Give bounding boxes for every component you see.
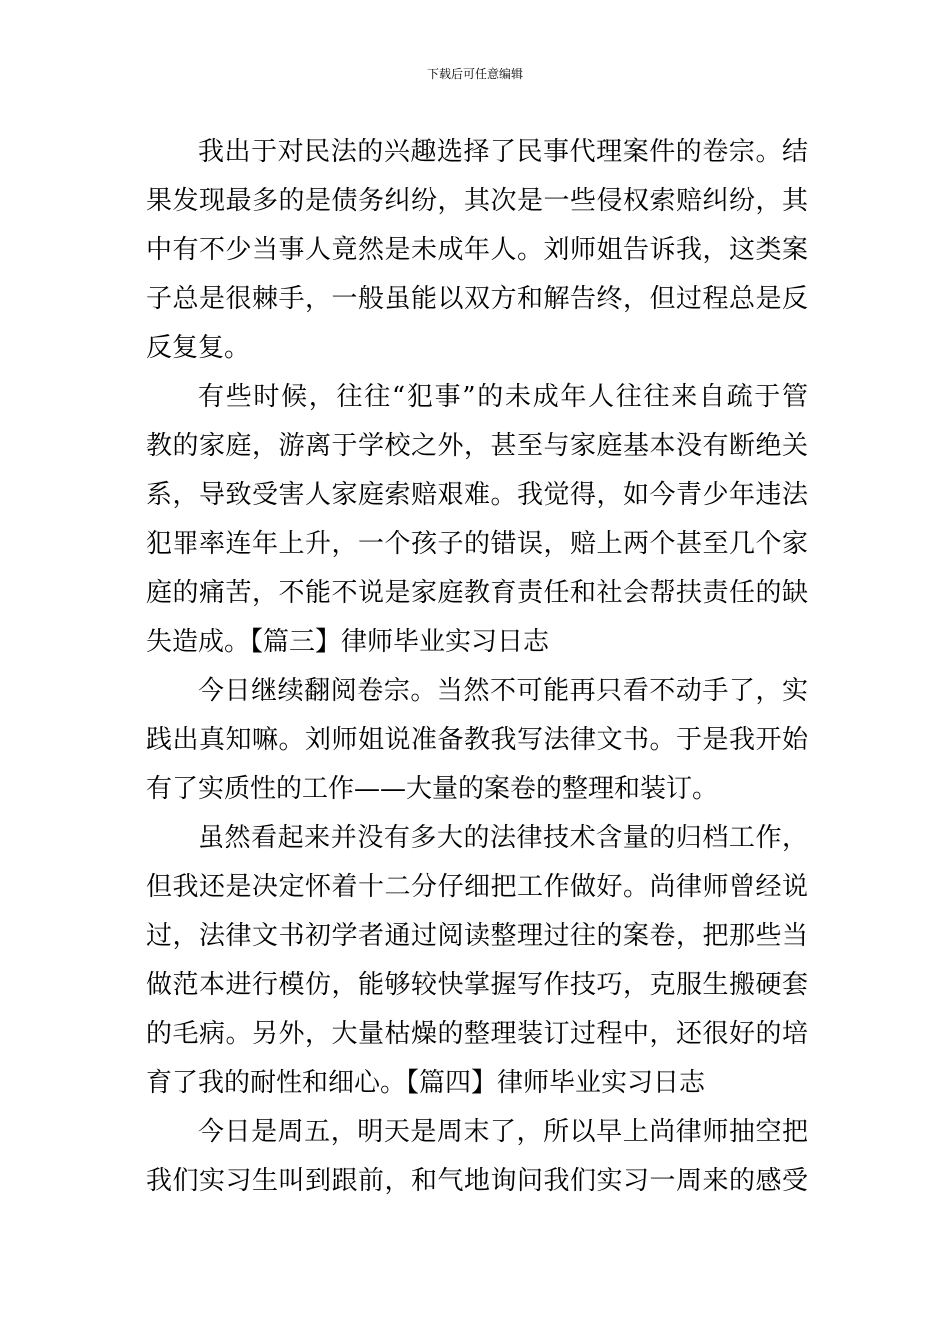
text-line: 育了我的耐性和细心。【篇四】律师毕业实习日志: [146, 1068, 706, 1098]
text-line: 系，导致受害人家庭索赔艰难。我觉得，如今青少年违法: [146, 480, 808, 510]
text-line: 过，法律文书初学者通过阅读整理过往的案卷，把那些当: [146, 921, 808, 951]
text-line: 反复复。: [146, 333, 251, 363]
document-body: [146, 128, 808, 1206]
text-line: 中有不少当事人竟然是未成年人。刘师姐告诉我，这类案: [146, 235, 808, 265]
paragraph-5: [146, 1108, 808, 1206]
text-line: 践出真知嘛。刘师姐说准备教我写法律文书。于是我开始: [146, 725, 808, 755]
text-line: 今日是周五，明天是周末了，所以早上尚律师抽空把: [198, 1117, 808, 1147]
text-line: 子总是很棘手，一般虽能以双方和解告终，但过程总是反: [146, 284, 808, 314]
text-line: 今日继续翻阅卷宗。当然不可能再只看不动手了，实: [198, 676, 808, 706]
paragraph-2: [146, 373, 808, 667]
page-header: 下载后可任意编辑: [426, 67, 523, 81]
text-line: 犯罪率连年上升，一个孩子的错误，赔上两个甚至几个家: [146, 529, 808, 559]
text-line: 我出于对民法的兴趣选择了民事代理案件的卷宗。结: [198, 137, 808, 167]
text-line: 做范本进行模仿，能够较快掌握写作技巧，克服生搬硬套: [146, 970, 808, 1000]
text-line: 我们实习生叫到跟前，和气地询问我们实习一周来的感受: [146, 1166, 808, 1196]
text-line: 失造成。【篇三】律师毕业实习日志: [146, 627, 550, 657]
text-line: 庭的痛苦，不能不说是家庭教育责任和社会帮扶责任的缺: [146, 578, 808, 608]
text-line: 的毛病。另外，大量枯燥的整理装订过程中，还很好的培: [146, 1019, 808, 1049]
paragraph-4: [146, 814, 808, 1108]
text-line: 但我还是决定怀着十二分仔细把工作做好。尚律师曾经说: [146, 872, 808, 902]
text-line: 果发现最多的是债务纠纷，其次是一些侵权索赔纠纷，其: [146, 186, 808, 216]
paragraph-3: [146, 667, 808, 814]
paragraph-1: [146, 128, 808, 373]
text-line: 有些时候，往往“犯事”的未成年人往往来自疏于管: [198, 382, 808, 412]
text-line: 虽然看起来并没有多大的法律技术含量的归档工作，: [198, 823, 808, 853]
text-line: 有了实质性的工作——大量的案卷的整理和装订。: [146, 774, 719, 804]
text-line: 教的家庭，游离于学校之外，甚至与家庭基本没有断绝关: [146, 431, 808, 461]
